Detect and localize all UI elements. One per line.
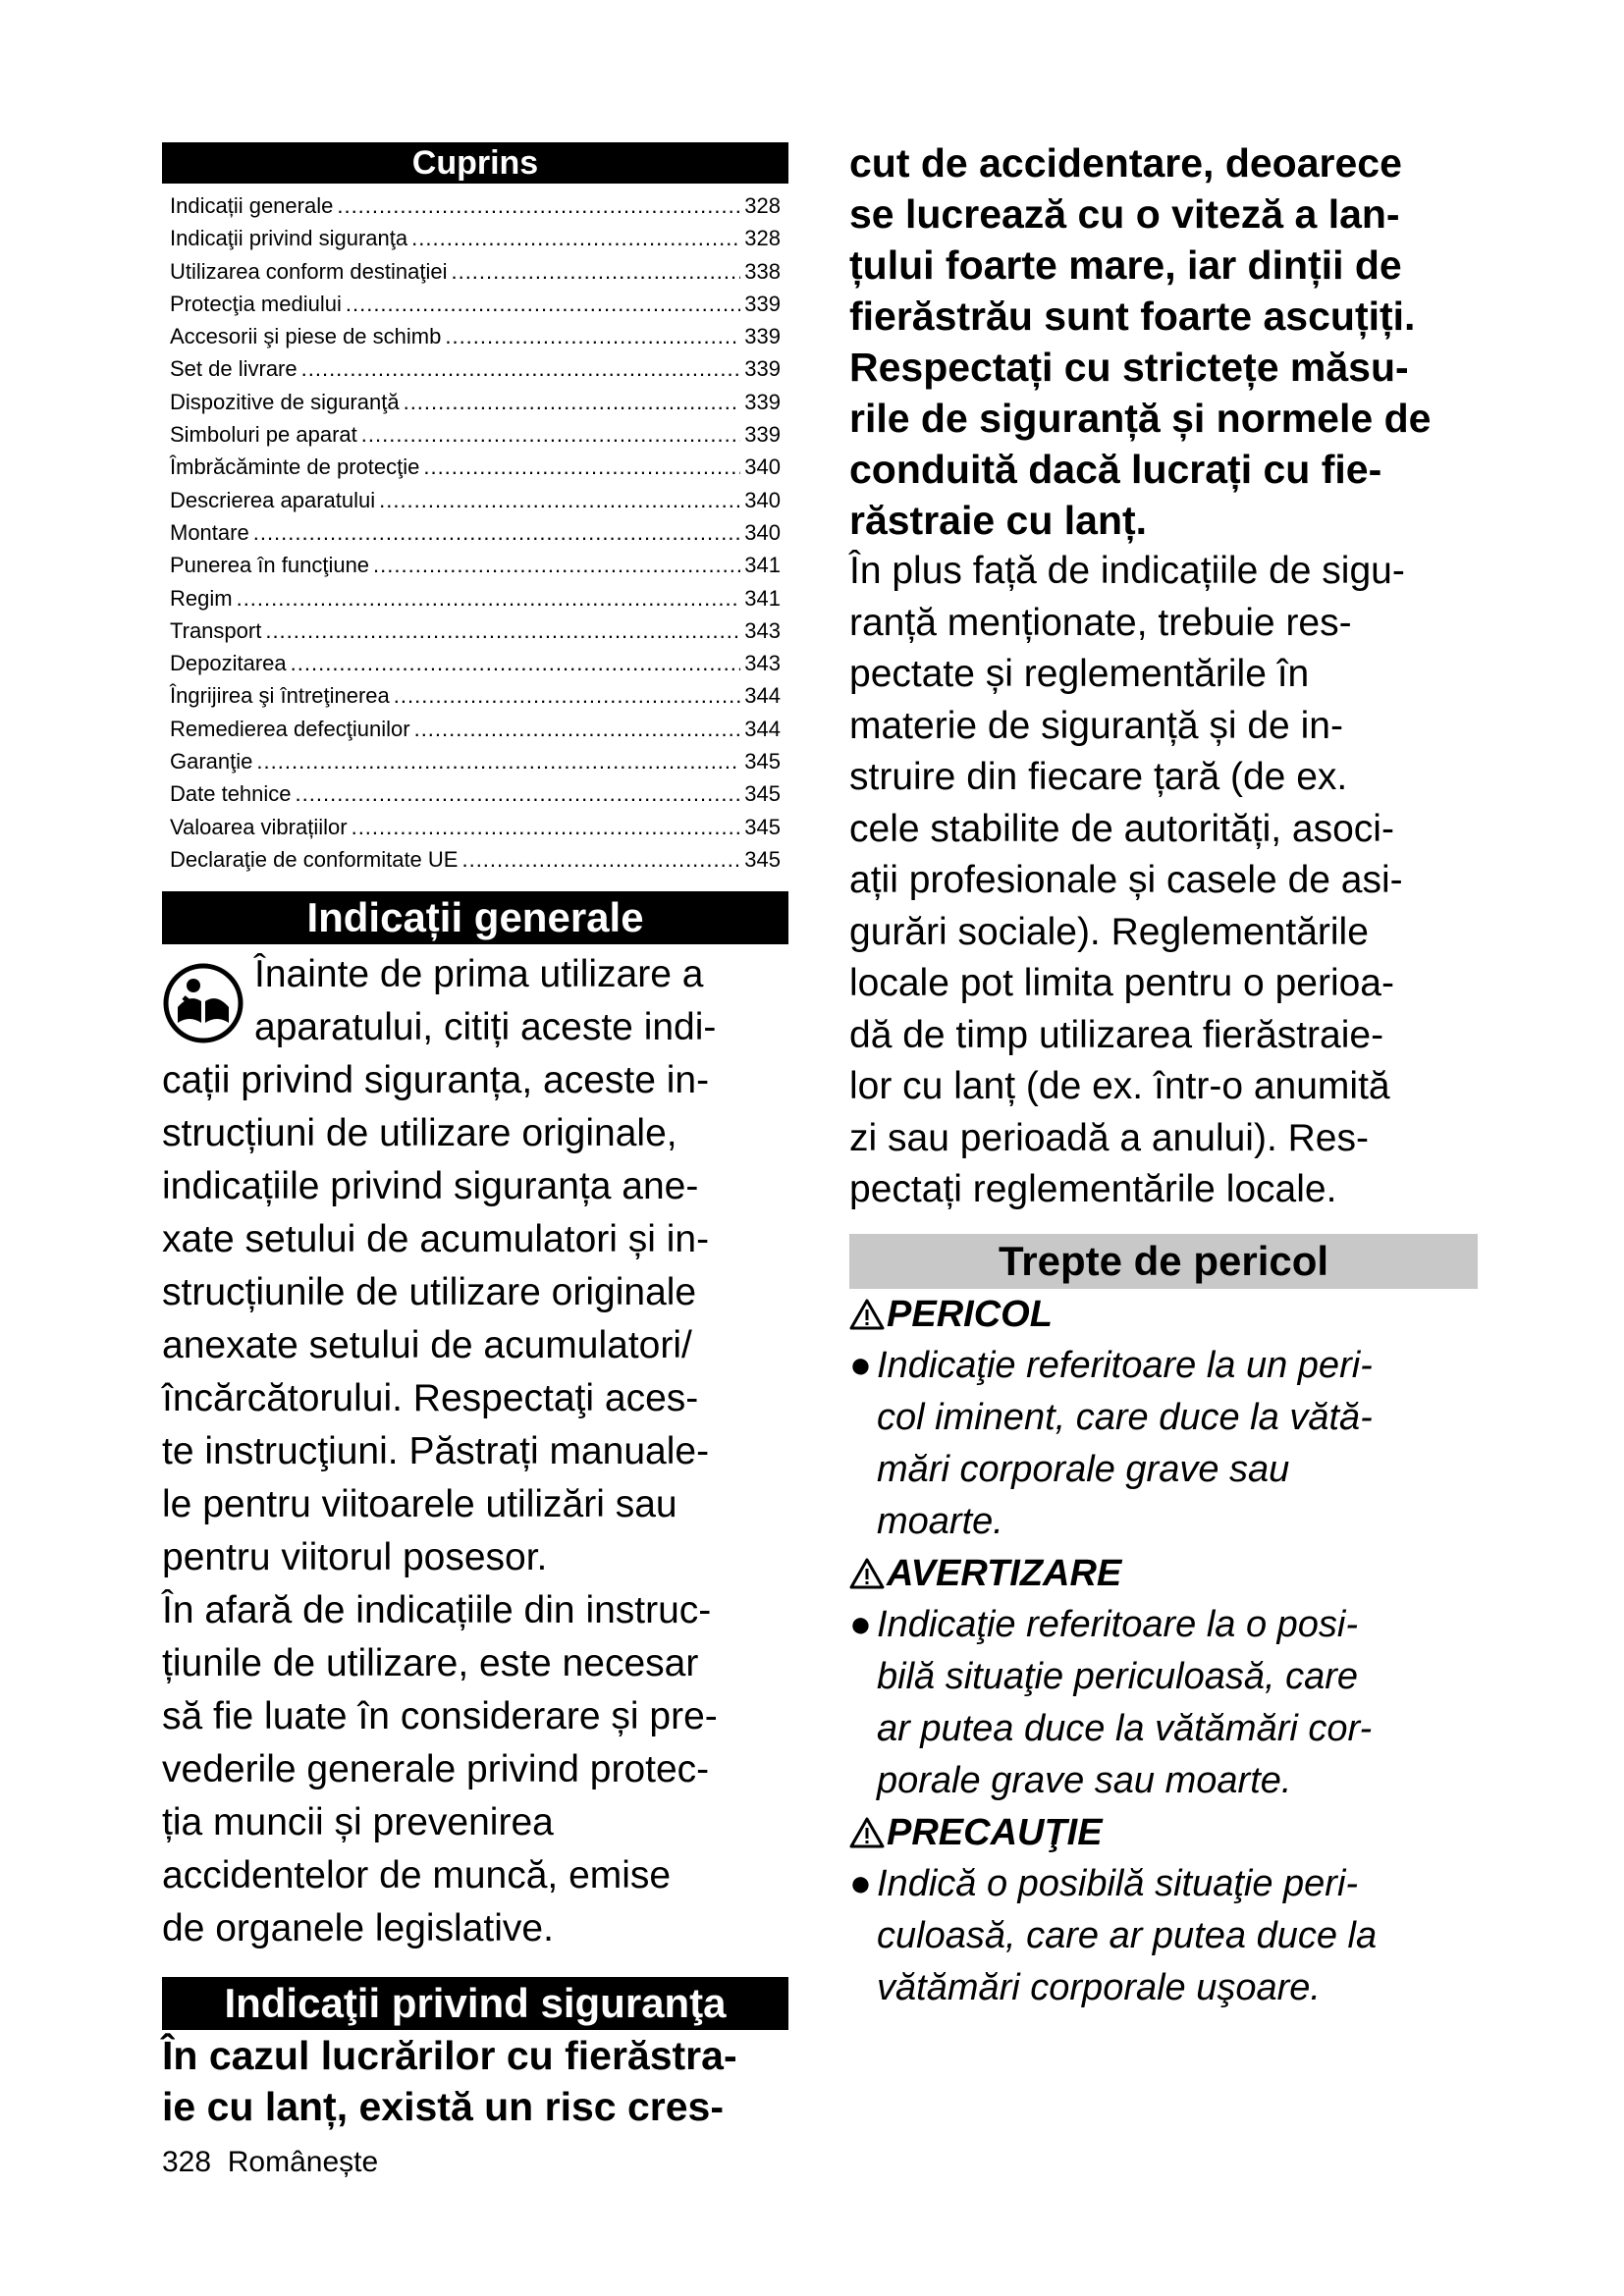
hazard-description-text: mări corporale grave sau [877, 1448, 1290, 1490]
toc-entry [162, 451, 788, 483]
toc-entry-title: Descrierea aparatului [170, 487, 376, 512]
hazard-description-line [849, 1858, 1478, 1910]
hazard-level-heading [849, 1807, 1478, 1858]
left-column [162, 142, 788, 2132]
intro-text-line: te instrucţiuni. Păstrați manuale- [162, 1430, 710, 1473]
hazard-description-text: culoasă, care ar putea duce la [877, 1914, 1378, 1956]
bullet-icon: ● [849, 1344, 872, 1386]
toc-entry [162, 484, 788, 516]
general-text-line: vederile generale privind protec- [162, 1748, 710, 1791]
general-text-line: accidentelor de muncă, emise [162, 1854, 672, 1897]
toc-entry [162, 777, 788, 810]
toc-entry-title: Regim [170, 585, 233, 611]
hazard-description-text: ar putea duce la vătămări cor- [877, 1707, 1373, 1749]
bullet-icon: ● [849, 1603, 872, 1645]
toc-leader-dots [423, 451, 740, 483]
toc-leader-dots [346, 288, 740, 320]
hazard-level-heading [849, 1289, 1478, 1340]
general-text-line: În afară de indicațiile din instruc- [162, 1589, 712, 1632]
safety-text-line: ranță menționate, trebuie res- [849, 601, 1352, 644]
toc-entry [162, 189, 788, 222]
toc-leader-dots [445, 320, 740, 352]
toc-entry-page: 341 [744, 585, 781, 611]
hazard-description-line [849, 1755, 1478, 1807]
toc-leader-dots [256, 745, 740, 777]
safety-text-line: materie de siguranță și de in- [849, 704, 1343, 747]
safety-text-line: ații profesionale și casele de asi- [849, 859, 1403, 901]
toc-leader-dots [411, 222, 740, 254]
safety-text-line: locale pot limita pentru o perioa- [849, 962, 1394, 1004]
toc-leader-dots [461, 843, 740, 876]
section-heading-general: Indicații generale [162, 891, 788, 944]
toc-entry-title: Valoarea vibrațiilor [170, 814, 348, 839]
toc-entry [162, 222, 788, 254]
hazard-description-line [849, 1392, 1478, 1444]
intro-text-line: pentru viitorul posesor. [162, 1536, 548, 1579]
toc-leader-dots [337, 189, 740, 222]
hazard-description-line [849, 1910, 1478, 1962]
hazard-description-line [849, 1496, 1478, 1548]
toc-entry [162, 549, 788, 581]
safety-text-line: cele stabilite de autorități, asoci- [849, 807, 1394, 850]
toc-entry-title: Date tehnice [170, 781, 292, 807]
toc-entry [162, 288, 788, 320]
toc-entry-title: Dispozitive de siguranţă [170, 389, 400, 414]
hazard-level-label: PERICOL [887, 1293, 1053, 1335]
hazard-description-line [849, 1962, 1478, 2014]
footer-language: Românește [227, 2146, 379, 2178]
toc-entry-title: Utilizarea conform destinaţiei [170, 258, 448, 284]
hazard-description-text: porale grave sau moarte. [877, 1759, 1292, 1801]
right-column [849, 137, 1478, 2014]
intro-text-line: xate setului de acumulatori și in- [162, 1218, 710, 1261]
toc-entry [162, 614, 788, 647]
toc-entry [162, 811, 788, 843]
safety-text-line: lor cu lanț (de ex. într-o anumită [849, 1065, 1390, 1107]
toc-leader-dots [253, 516, 741, 549]
safety-text-line: dă de timp utilizarea fierăstraie- [849, 1013, 1384, 1056]
toc-leader-dots [296, 777, 741, 810]
toc-entry-title: Garanţie [170, 749, 253, 774]
general-text-line: ția muncii și prevenirea [162, 1801, 554, 1844]
toc-entry-title: Depozitarea [170, 651, 287, 676]
toc-entry-title: Îngrijirea şi întreţinerea [170, 683, 390, 709]
toc-entry [162, 255, 788, 288]
toc-entry-page: 345 [744, 749, 781, 774]
general-intro [162, 948, 788, 1584]
toc-entry [162, 582, 788, 614]
toc-entry-page: 328 [744, 193, 781, 218]
toc-leader-dots [237, 582, 741, 614]
hazard-description-text: vătămări corporale uşoare. [877, 1966, 1321, 2008]
hazard-description-line [849, 1703, 1478, 1755]
section-heading-safety: Indicaţii privind siguranţa [162, 1977, 788, 2030]
toc-entry-title: Punerea în funcţiune [170, 553, 370, 578]
toc-leader-dots [265, 614, 740, 647]
toc-entry-title: Transport [170, 617, 262, 643]
toc-leader-dots [451, 255, 740, 288]
toc-entry-page: 339 [744, 291, 781, 316]
toc-entry [162, 843, 788, 876]
hazard-description-text: Indică o posibilă situaţie peri- [877, 1862, 1359, 1904]
intro-text-line: încărcătorului. Respectaţi aces- [162, 1377, 699, 1420]
toc-leader-dots [373, 549, 740, 581]
safety-warning-line: cut de accidentare, deoarece [849, 140, 1402, 186]
toc-entry-page: 343 [744, 617, 781, 643]
safety-warning-line: țului foarte mare, iar dinții de [849, 242, 1402, 288]
toc-entry-page: 339 [744, 356, 781, 382]
toc-entry-page: 340 [744, 487, 781, 512]
page-number: 328 [162, 2146, 212, 2178]
safety-text-line: pectate și reglementările în [849, 653, 1310, 695]
safety-warning-line: răstraie cu lanț. [849, 498, 1148, 543]
hazard-description-line [849, 1651, 1478, 1703]
toc-entry-page: 345 [744, 814, 781, 839]
intro-text-line: strucțiuni de utilizare originale, [162, 1112, 677, 1155]
hazard-description-line [849, 1444, 1478, 1496]
toc-entry-page: 345 [744, 781, 781, 807]
warning-triangle-icon [849, 1557, 885, 1590]
toc-entry-page: 339 [744, 324, 781, 349]
toc-entry-page: 338 [744, 258, 781, 284]
safety-text-line: În plus față de indicațiile de sigu- [849, 550, 1405, 592]
toc-entry [162, 713, 788, 745]
toc-entry-title: Montare [170, 519, 249, 545]
toc-entry-page: 345 [744, 846, 781, 872]
section-heading-hazard-levels: Trepte de pericol [849, 1234, 1478, 1289]
toc-entry [162, 320, 788, 352]
toc-entry [162, 386, 788, 418]
intro-text-line: cații privind siguranța, aceste in- [162, 1059, 710, 1102]
toc-entry-title: Remedierea defecţiunilor [170, 716, 410, 741]
general-text-line: să fie luate în considerare și pre- [162, 1695, 718, 1738]
intro-line: aparatului, citiți aceste indi- [254, 1006, 717, 1049]
hazard-description-text: Indicaţie referitoare la un peri- [877, 1344, 1373, 1386]
toc-entry-page: 341 [744, 553, 781, 578]
toc-leader-dots [379, 484, 740, 516]
safety-warning-line: fierăstrău sunt foarte ascuțiți. [849, 294, 1416, 339]
toc-entry [162, 647, 788, 679]
intro-text-line: strucțiunile de utilizare originale [162, 1271, 697, 1314]
safety-warning-line: În cazul lucrărilor cu fierăstra- [162, 2033, 737, 2079]
hazard-level-label: AVERTIZARE [887, 1552, 1122, 1594]
toc-leader-dots [394, 679, 741, 712]
intro-text-line: le pentru viitoarele utilizări sau [162, 1483, 677, 1526]
toc-entry [162, 516, 788, 549]
bullet-icon: ● [849, 1862, 872, 1904]
toc-entry-title: Indicaţii privind siguranţa [170, 226, 408, 251]
safety-text-line: pectați reglementările locale. [849, 1168, 1337, 1210]
toc-entry-title: Indicații generale [170, 193, 334, 218]
safety-warning-line: Respectați cu strictețe măsu- [849, 345, 1409, 390]
hazard-level-label: PRECAUŢIE [887, 1811, 1103, 1853]
toc-entry [162, 679, 788, 712]
hazard-description-text: Indicaţie referitoare la o posi- [877, 1603, 1359, 1645]
safety-warning-line: rile de siguranță și normele de [849, 396, 1432, 441]
toc-leader-dots [301, 352, 741, 385]
toc-leader-dots [414, 713, 741, 745]
hazard-description-text: moarte. [877, 1500, 1003, 1542]
read-manual-icon [162, 962, 244, 1044]
toc-entry-page: 344 [744, 716, 781, 741]
toc-entry-title: Accesorii şi piese de schimb [170, 324, 442, 349]
toc-leader-dots [404, 386, 741, 418]
intro-line: Înainte de prima utilizare a [254, 953, 704, 996]
hazard-level-heading [849, 1548, 1478, 1599]
toc-entry-page: 340 [744, 519, 781, 545]
toc-entry-title: Declaraţie de conformitate UE [170, 846, 459, 872]
toc-entry [162, 745, 788, 777]
safety-warning-line: ie cu lanț, există un risc cres- [162, 2084, 724, 2130]
toc-entry-page: 339 [744, 389, 781, 414]
toc-leader-dots [352, 811, 741, 843]
toc-entry-title: Set de livrare [170, 356, 298, 382]
intro-text-line: indicațiile privind siguranța ane- [162, 1165, 699, 1208]
intro-text-line: anexate setului de acumulatori/ [162, 1324, 692, 1367]
toc-entry-title: Protecţia mediului [170, 291, 342, 316]
table-of-contents [162, 189, 788, 876]
hazard-description-line [849, 1340, 1478, 1392]
safety-text-line: gurări sociale). Reglementările [849, 910, 1369, 953]
toc-entry [162, 352, 788, 385]
warning-triangle-icon [849, 1816, 885, 1849]
toc-entry [162, 418, 788, 451]
general-text-line: de organele legislative. [162, 1907, 554, 1950]
page-footer [162, 2146, 378, 2179]
hazard-description-text: col iminent, care duce la vătă- [877, 1396, 1373, 1438]
general-text-line: țiunile de utilizare, este necesar [162, 1642, 699, 1685]
toc-leader-dots [291, 647, 741, 679]
toc-entry-page: 343 [744, 651, 781, 676]
toc-entry-title: Îmbrăcăminte de protecţie [170, 454, 420, 480]
hazard-description-text: bilă situaţie periculoasă, care [877, 1655, 1359, 1697]
toc-entry-page: 339 [744, 422, 781, 448]
toc-entry-title: Simboluri pe aparat [170, 422, 357, 448]
safety-warning-line: conduită dacă lucrați cu fie- [849, 447, 1382, 492]
toc-entry-page: 344 [744, 683, 781, 709]
safety-text-line: struire din fiecare țară (de ex. [849, 756, 1348, 798]
safety-text-line: zi sau perioadă a anului). Res- [849, 1116, 1369, 1159]
toc-entry-page: 328 [744, 226, 781, 251]
toc-entry-page: 340 [744, 454, 781, 480]
warning-triangle-icon [849, 1298, 885, 1331]
toc-leader-dots [361, 418, 741, 451]
hazard-description-line [849, 1599, 1478, 1651]
toc-title: Cuprins [162, 142, 788, 184]
safety-warning-line: se lucrează cu o viteză a lan- [849, 191, 1400, 237]
